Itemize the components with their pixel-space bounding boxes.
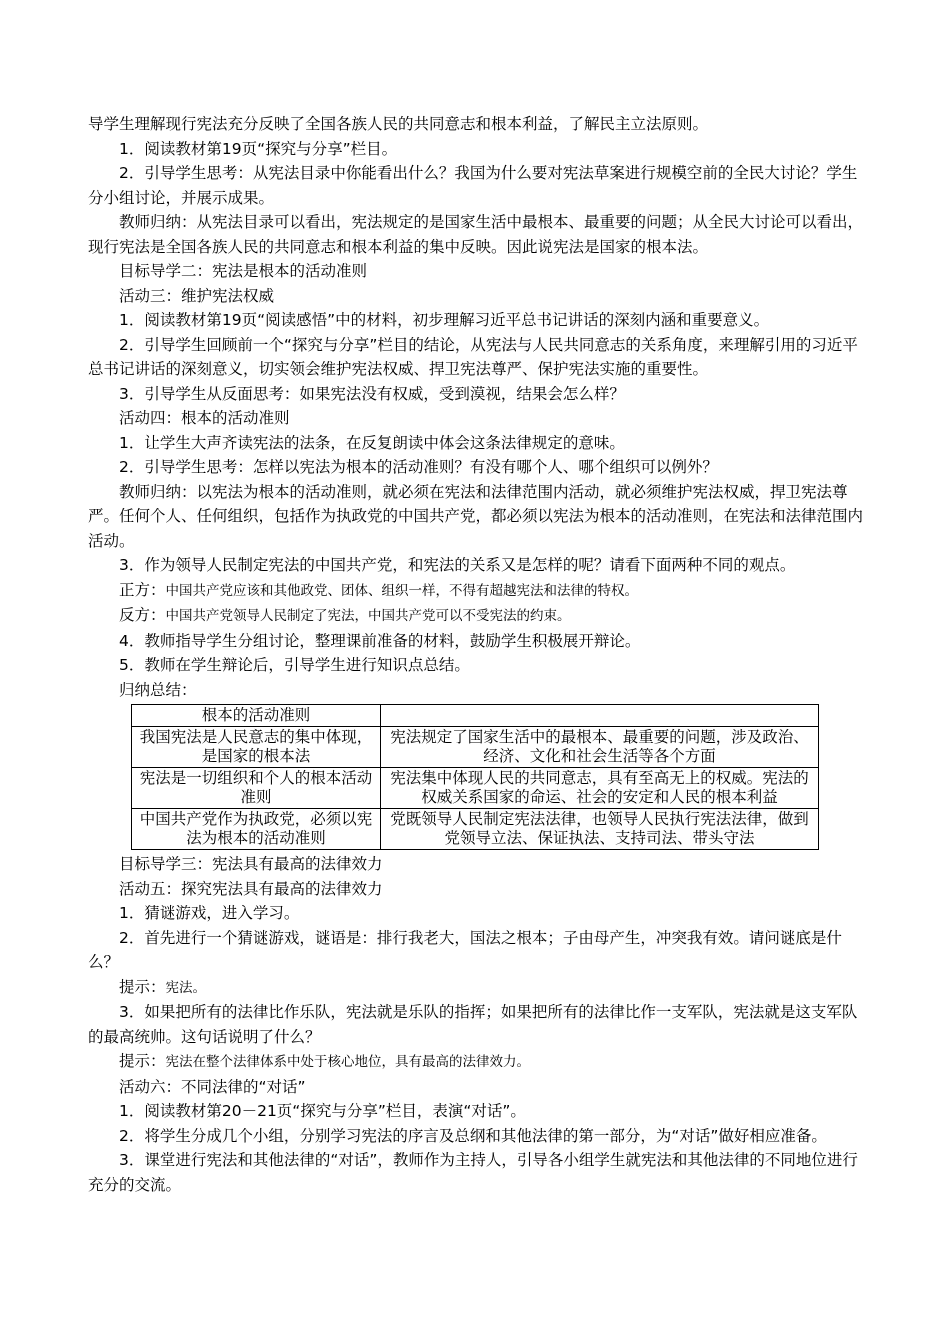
activity-heading: 活动五：探究宪法具有最高的法律效力 [119,879,383,898]
activity-heading: 活动四：根本的活动准则 [119,409,290,427]
paragraph: 1．阅读教材第19页“探究与分享”栏目。 [119,139,398,158]
activity-heading: 活动六：不同法律的“对话” [119,1077,306,1096]
table-cell: 宪法规定了国家生活中的最根本、最重要的问题，涉及政治、经济、文化和社会生活等各个方面 [381,727,819,768]
paragraph: 4．教师指导学生分组讨论，整理课前准备的材料，鼓励学生积极展开辩论。 [119,631,641,650]
table-row [132,727,819,768]
con-label: 反方： [119,606,166,624]
hint-text: 宪法在整个法律体系中处于核心地位，具有最高的法律效力。 [165,1054,531,1070]
section-heading: 目标导学三：宪法具有最高的法律效力 [119,855,383,873]
paragraph: 2．首先进行一个猜谜游戏，谜语是：排行我老大，国法之根本；子由母产生，冲突我有效。请问谜底是什么？ [88,928,842,971]
paragraph: 1．让学生大声齐读宪法的法条，在反复朗读中体会这条法律规定的意味。 [119,433,625,452]
pro-label: 正方： [119,580,166,599]
paragraph: 1．阅读教材第19页“阅读感悟”中的材料，初步理解习近平总书记讲话的深刻内涵和重要意义。 [119,311,770,329]
hint [88,975,868,1001]
table-header-cell [381,705,819,727]
paragraph: 导学生理解现行宪法充分反映了全国各族人民的共同意志和根本利益，了解民主立法原则。 [88,115,709,133]
paragraph: 3．作为领导人民制定宪法的中国共产党，和宪法的关系又是怎样的呢？请看下面两种不同的观点。 [119,556,796,574]
paragraph: 3．引导学生从反面思考：如果宪法没有权威，受到漠视，结果会怎么样？ [119,384,625,403]
paragraph: 教师归纳：从宪法目录可以看出，宪法规定的是国家生活中最根本、最重要的问题；从全民大讨论可以看出，现行宪法是全国各族人民的共同意志和根本利益的集中反映。因此说宪法是国家的根本法。 [88,213,864,256]
paragraph: 1．猜谜游戏，进入学习。 [119,904,300,922]
con-text: 中国共产党领导人民制定了宪法，中国共产党可以不受宪法的约束。 [165,608,571,624]
hint-text: 宪法。 [165,979,207,996]
paragraph: 3．如果把所有的法律比作乐队，宪法就是乐队的指挥；如果把所有的法律比作一支军队，宪法就是这支军队的最高统帅。这句话说明了什么？ [88,1003,858,1046]
table-cell: 党既领导人民制定宪法法律，也领导人民执行宪法法律，做到党领导立法、保证执法、支持司法、带头守法 [381,809,819,850]
debate-pro [88,578,868,604]
paragraph: 教师归纳：以宪法为根本的活动准则，就必须在宪法和法律范围内活动，就必须维护宪法权威，捍卫宪法尊严。任何个人、任何组织，包括作为执政党的中国共产党，都必须以宪法为根本的活动准则，在宪法和法律范围内活动。 [88,482,864,550]
table-header-cell: 根本的活动准则 [132,705,381,727]
table-header-row [132,705,819,727]
summary-table [131,704,819,850]
table-cell: 我国宪法是人民意志的集中体现，是国家的根本法 [132,727,381,768]
paragraph: 2．引导学生思考：怎样以宪法为根本的活动准则？有没有哪个人、哪个组织可以例外？ [119,458,718,476]
hint [88,1049,868,1075]
table-cell: 宪法是一切组织和个人的根本活动准则 [132,768,381,809]
table-cell: 宪法集中体现人民的共同意志，具有至高无上的权威。宪法的权威关系国家的命运、社会的安定和人民的根本利益 [381,768,819,809]
debate-con [88,603,868,629]
table-cell: 中国共产党作为执政党，必须以宪法为根本的活动准则 [132,809,381,850]
paragraph: 1．阅读教材第20－21页“探究与分享”栏目，表演“对话”。 [119,1102,526,1120]
paragraph: 5．教师在学生辩论后，引导学生进行知识点总结。 [119,656,470,674]
paragraph: 2．将学生分成几个小组，分别学习宪法的序言及总纲和其他法律的第一部分，为“对话”做好相应准备。 [119,1126,827,1145]
hint-label: 提示： [119,1052,166,1070]
document-page [88,112,868,1197]
activity-heading: 活动三：维护宪法权威 [119,286,275,305]
paragraph: 3．课堂进行宪法和其他法律的“对话”，教师作为主持人，引导各小组学生就宪法和其他法律的不同地位进行充分的交流。 [88,1151,858,1194]
summary-label: 归纳总结： [119,680,197,699]
table-row [132,768,819,809]
paragraph: 2．引导学生思考：从宪法目录中你能看出什么？我国为什么要对宪法草案进行规模空前的全民大讨论？学生分小组讨论，并展示成果。 [88,164,858,207]
pro-text: 中国共产党应该和其他政党、团体、组织一样，不得有超越宪法和法律的特权。 [165,582,639,599]
paragraph: 2．引导学生回顾前一个“探究与分享”栏目的结论，从宪法与人民共同意志的关系角度，来理解引用的习近平总书记讲话的深刻意义，切实领会维护宪法权威、捍卫宪法尊严、保护宪法实施的重要性。 [88,335,858,378]
section-heading: 目标导学二：宪法是根本的活动准则 [119,262,368,280]
hint-label: 提示： [119,977,166,996]
table-row [132,809,819,850]
